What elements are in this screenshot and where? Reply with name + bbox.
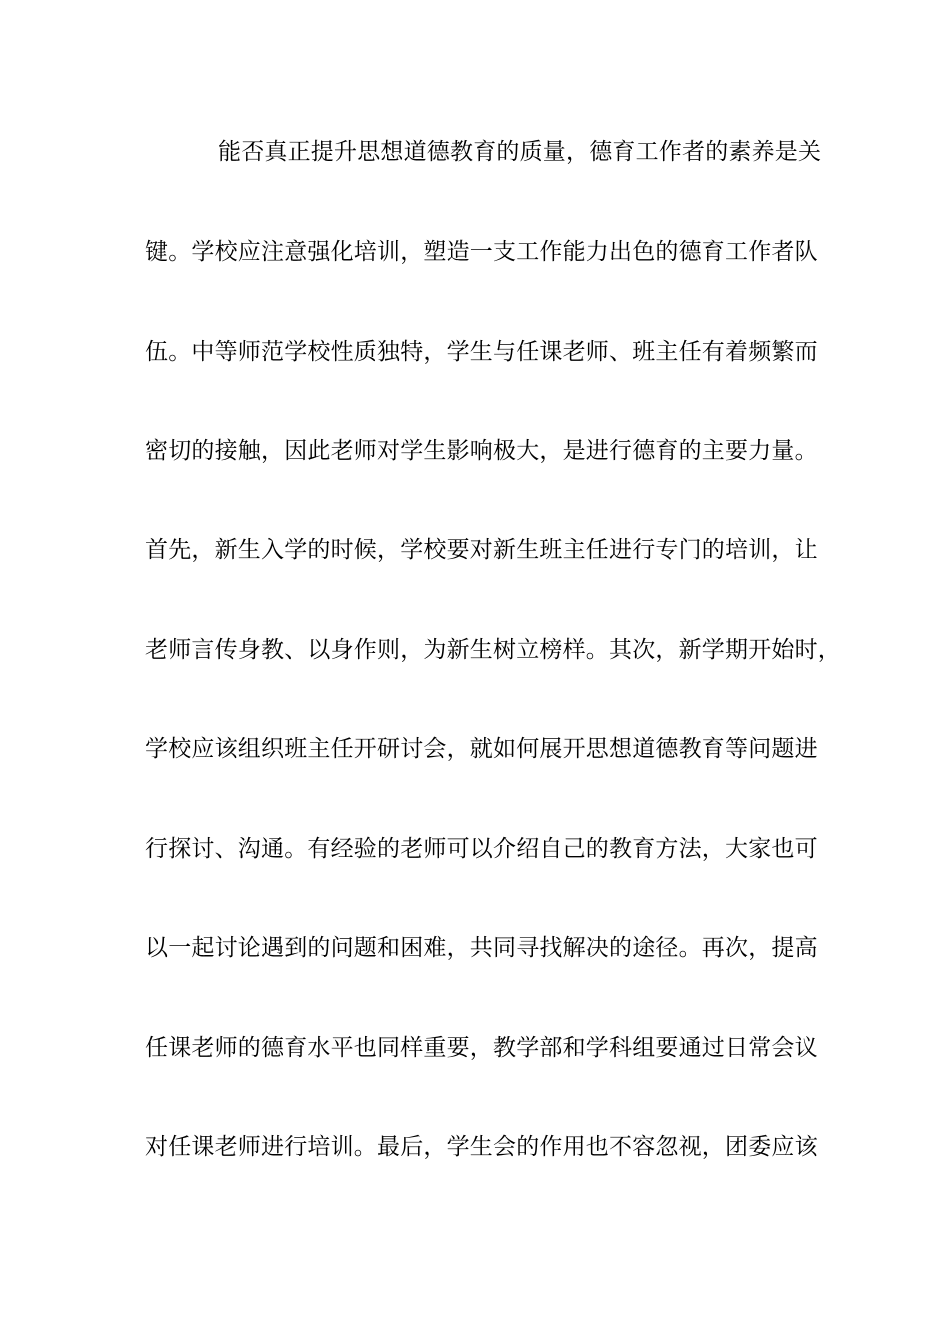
paragraph-line-10: 任课老师的德育水平也同样重要，教学部和学科组要通过日常会议 (145, 1035, 818, 1061)
paragraph-line-8: 行探讨、沟通。有经验的老师可以介绍自己的教育方法，大家也可 (145, 836, 818, 862)
paragraph-line-2: 键。学校应注意强化培训，塑造一支工作能力出色的德育工作者队 (145, 239, 818, 265)
paragraph-line-4: 密切的接触，因此老师对学生影响极大，是进行德育的主要力量。 (145, 438, 818, 464)
paragraph-line-5: 首先，新生入学的时候，学校要对新生班主任进行专门的培训，让 (145, 537, 818, 563)
paragraph-line-3: 伍。中等师范学校性质独特，学生与任课老师、班主任有着频繁而 (145, 339, 818, 365)
paragraph-line-11: 对任课老师进行培训。最后，学生会的作用也不容忽视，团委应该 (145, 1134, 818, 1160)
paragraph-line-6: 老师言传身教、以身作则，为新生树立榜样。其次，新学期开始时， (145, 637, 841, 663)
paragraph-line-7: 学校应该组织班主任开研讨会，就如何展开思想道德教育等问题进 (145, 736, 818, 762)
paragraph-line-1: 能否真正提升思想道德教育的质量，德育工作者的素养是关 (218, 139, 822, 165)
paragraph-line-9: 以一起讨论遇到的问题和困难，共同寻找解决的途径。再次，提高 (145, 935, 818, 961)
